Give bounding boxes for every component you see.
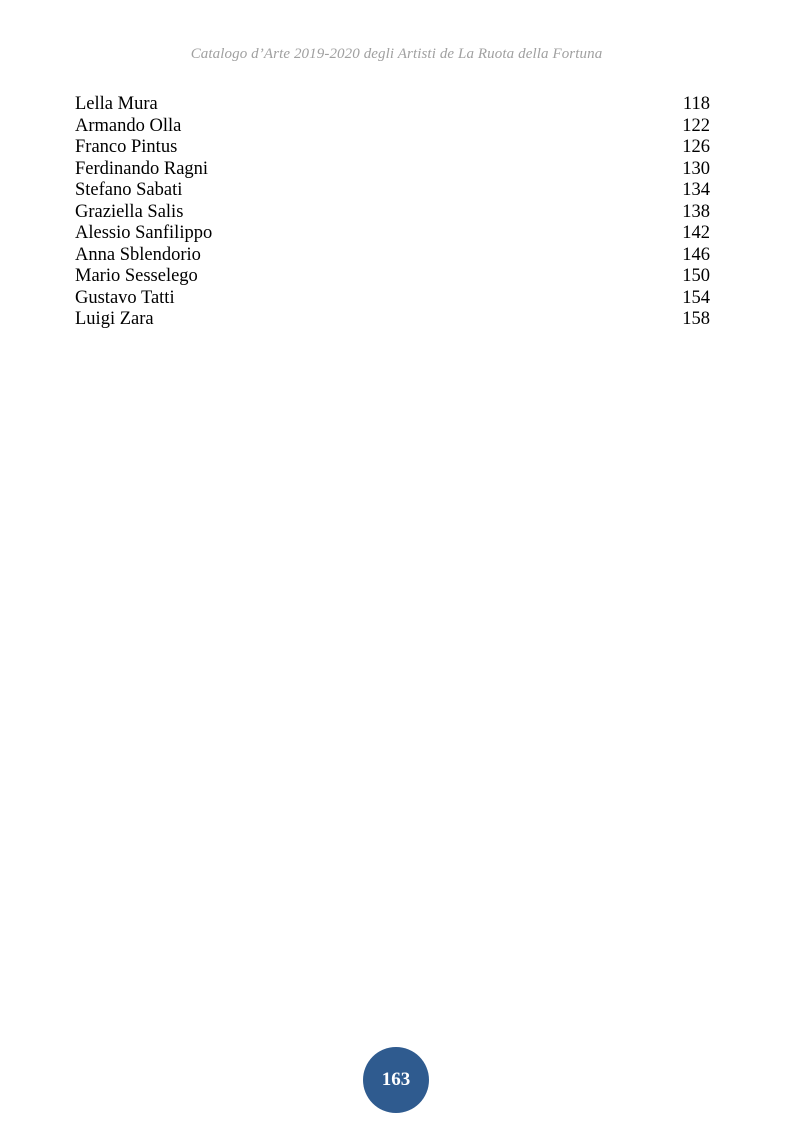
running-header: Catalogo d’Arte 2019-2020 degli Artisti de La Ruota della Fortuna	[190, 46, 603, 62]
artist-name: Lella Mura	[75, 94, 158, 114]
toc-entry	[75, 288, 710, 310]
artist-name: Graziella Salis	[75, 201, 184, 222]
toc-entry	[75, 116, 710, 138]
toc-entry	[75, 223, 710, 245]
toc-entry	[75, 159, 710, 181]
page-reference: 118	[682, 94, 710, 114]
artist-name: Alessio Sanfilippo	[75, 223, 213, 243]
toc-entry	[75, 202, 710, 224]
artist-name: Gustavo Tatti	[75, 287, 175, 308]
toc-entry	[75, 309, 710, 331]
page-reference: 134	[682, 180, 710, 200]
page-reference: 126	[682, 137, 710, 157]
artist-name: Mario Sesselego	[75, 266, 198, 286]
artist-name: Armando Olla	[75, 115, 182, 136]
page-reference: 142	[682, 223, 710, 243]
page-number-badge	[363, 1047, 429, 1113]
artist-name: Anna Sblendorio	[75, 244, 201, 265]
page-reference: 138	[682, 201, 710, 222]
page-reference: 122	[682, 115, 710, 136]
page-reference: 150	[682, 266, 710, 286]
page-reference: 146	[682, 244, 710, 265]
artist-name: Stefano Sabati	[75, 180, 183, 200]
page-number: 163	[381, 1069, 411, 1090]
toc-entry	[75, 137, 710, 159]
page-reference: 158	[682, 309, 710, 329]
page-reference: 154	[682, 287, 710, 308]
artist-name: Luigi Zara	[75, 309, 154, 329]
table-of-contents	[75, 94, 710, 331]
toc-entry	[75, 180, 710, 202]
toc-entry	[75, 266, 710, 288]
artist-name: Ferdinando Ragni	[75, 158, 209, 179]
toc-entry	[75, 94, 710, 116]
toc-entry	[75, 245, 710, 267]
artist-name: Franco Pintus	[75, 137, 178, 157]
page-reference: 130	[682, 158, 710, 179]
